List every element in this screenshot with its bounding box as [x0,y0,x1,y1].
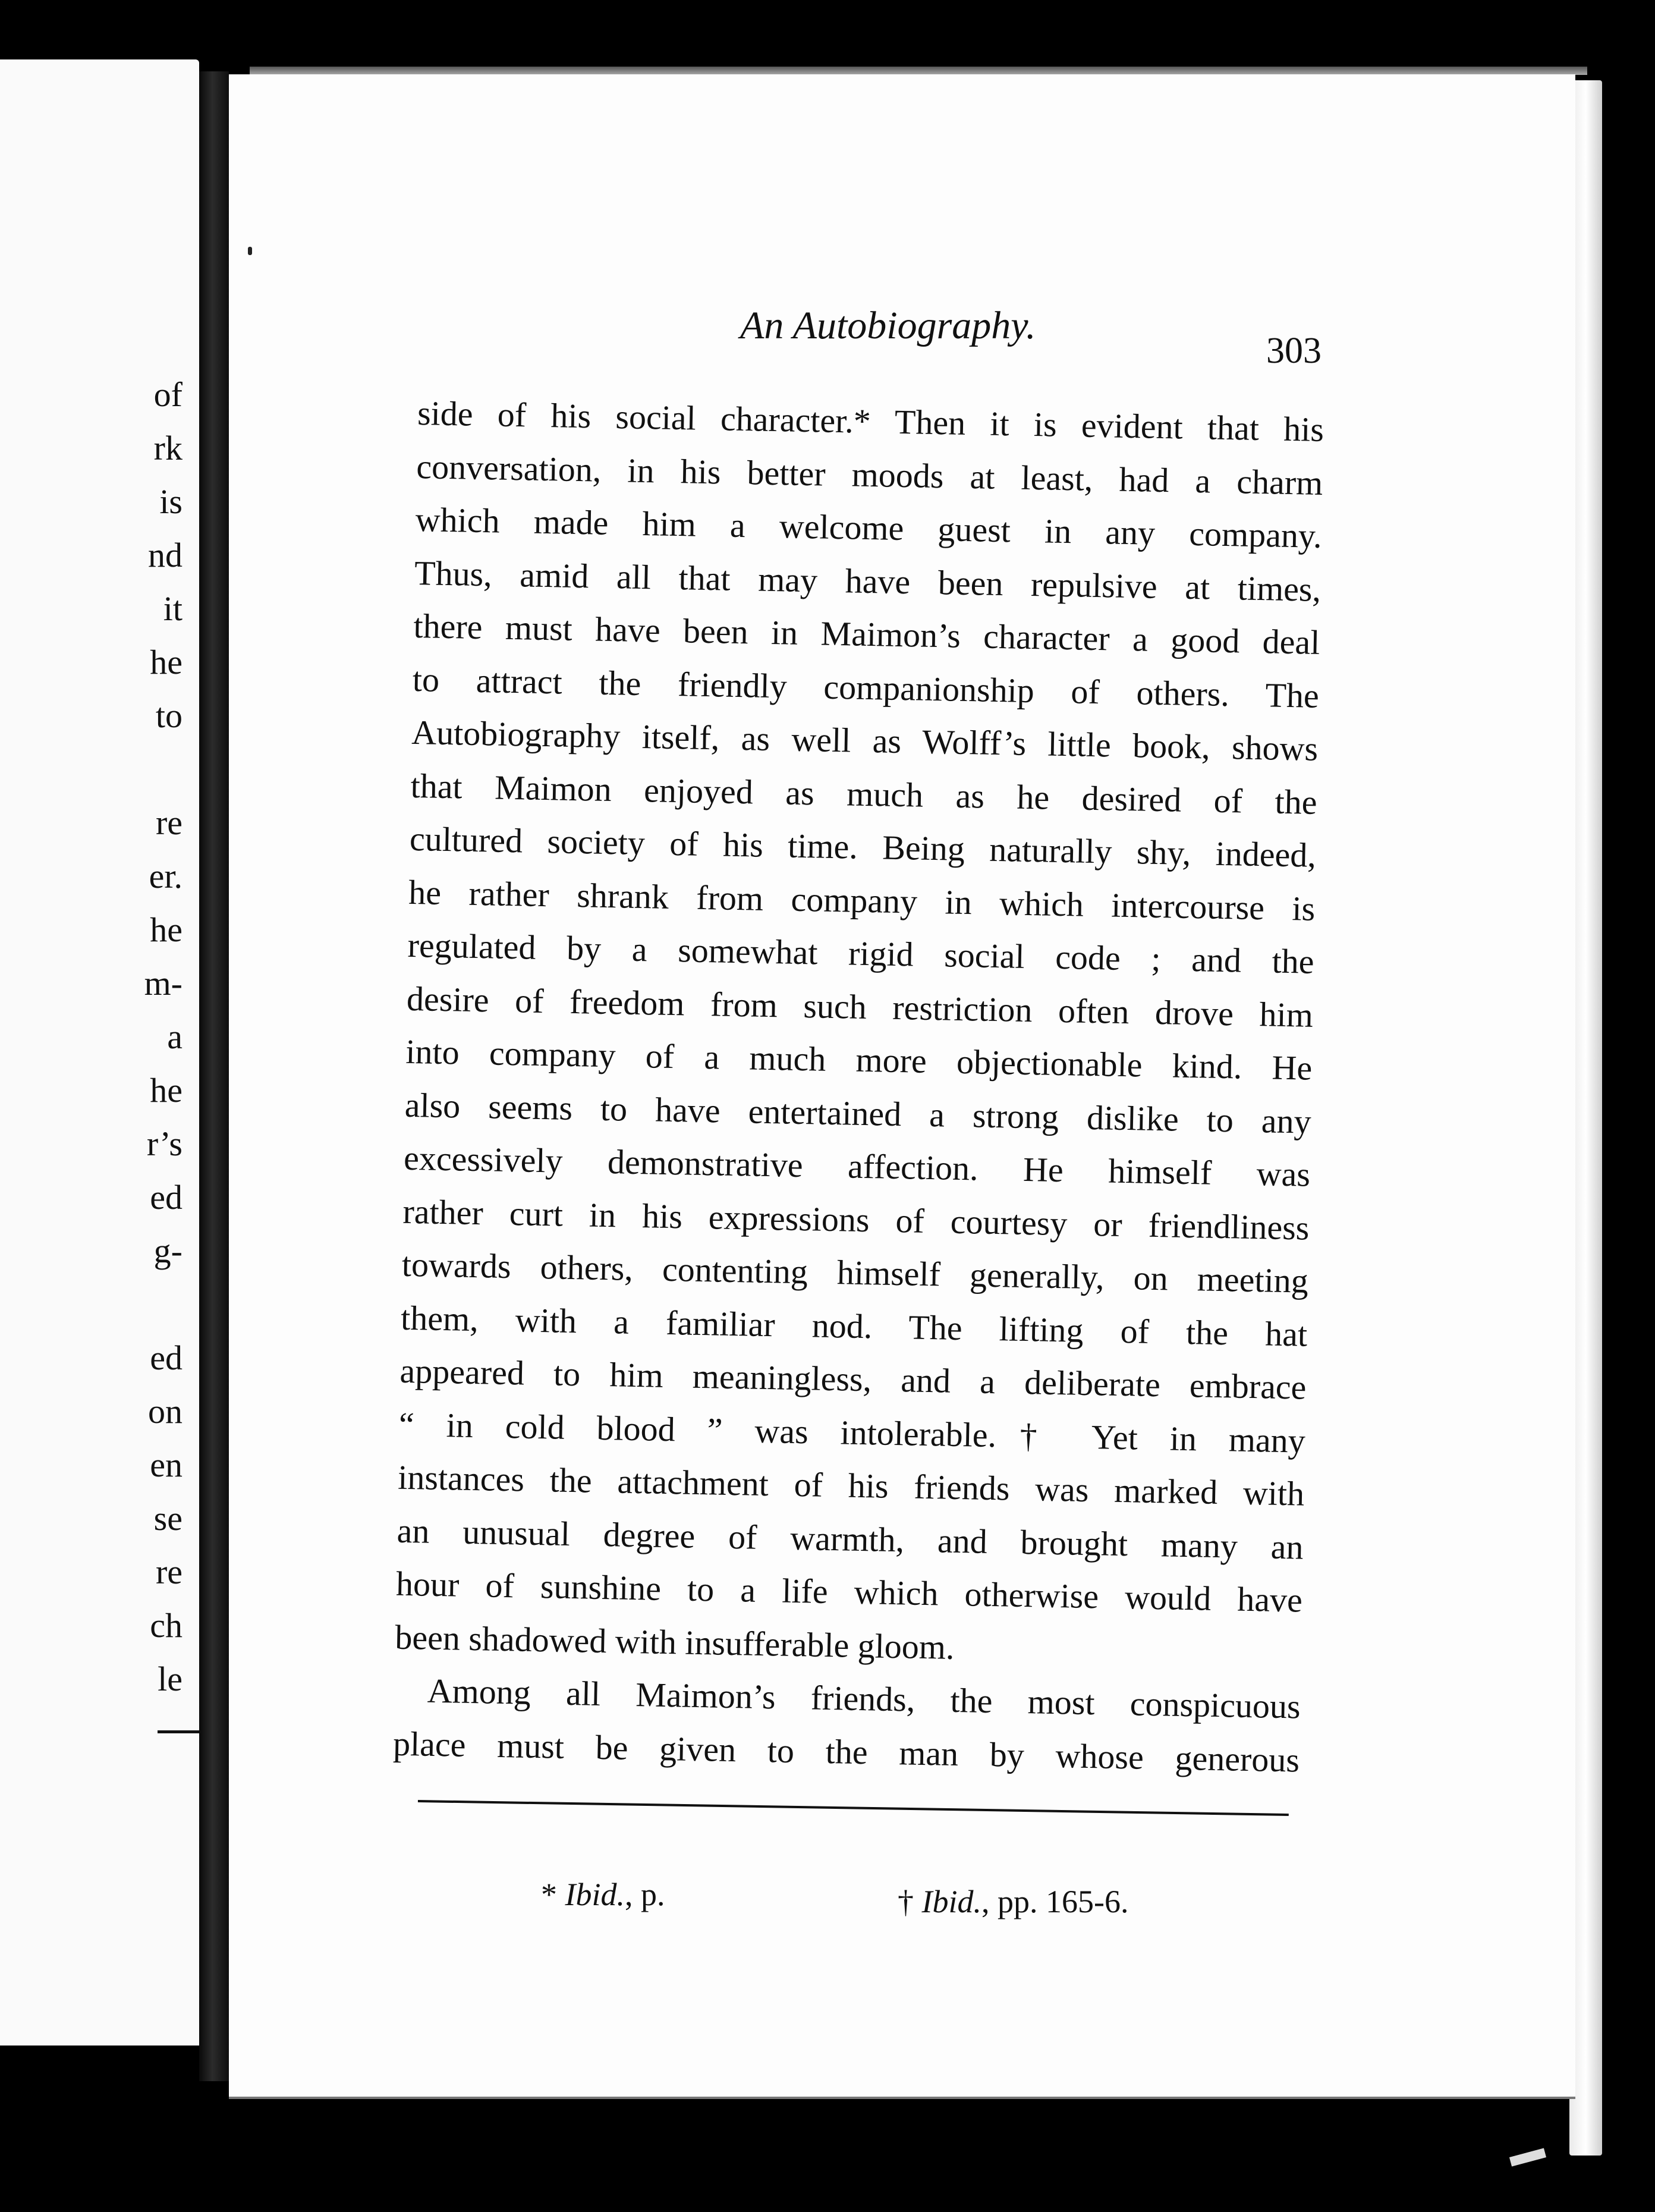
text-line: to attract the friendly companionship of others. The [412,659,1320,715]
book-page [229,74,1575,2099]
page-number: 303 [1266,331,1322,371]
text-line: there must have been in Maimon’s character a good deal [413,606,1320,662]
text-line: into company of a much more objectionable kind. He [405,1032,1313,1088]
left-fragment: g- [153,1231,183,1270]
text-line: towards others, contenting himself generally, on meeting [401,1245,1309,1300]
left-fragment: r’s [146,1124,183,1163]
left-fragment: he [150,643,183,681]
footnote-ref: Ibid. [921,1884,981,1919]
text-line: which made him a welcome guest in any company. [415,499,1323,555]
left-fragment: er. [149,857,183,896]
left-fragment: of [153,375,183,414]
text-line: he rather shrank from company in which intercourse is [408,872,1316,928]
left-fragment: en [150,1446,183,1484]
text-line: that Maimon enjoyed as much as he desired of the [410,766,1318,822]
text-line: Thus, amid all that may have been repulsive at times, [414,553,1322,609]
text-line: Autobiography itself, as well as Wolff’s little book, shows [411,712,1319,768]
text-line: Among all Maimon’s friends, the most conspicuous [427,1671,1301,1726]
footnote-rule [418,1800,1289,1816]
text-line: instances the attachment of his friends was marked with [397,1457,1305,1513]
running-head: An Autobiography. [740,304,1036,347]
left-fragment: m- [144,964,183,1003]
left-fragment: it [163,589,183,628]
text-line: place must be given to the man by whose generous [392,1724,1300,1780]
text-line: them, with a familiar nod. The lifting of the hat [400,1298,1308,1354]
left-fragment: to [155,696,183,735]
left-fragment: le [158,1660,183,1698]
text-line: side of his social character.* Then it is evident that his [417,393,1324,449]
scan-artifact [1509,2148,1546,2167]
left-fragment: rk [153,429,183,467]
footnote-ref: Ibid. [565,1877,625,1912]
ink-speck [248,247,252,255]
text-line: regulated by a somewhat rigid social code ; and the [407,925,1315,981]
text-line: an unusual degree of warmth, and brought many an [397,1511,1304,1567]
left-page-rule [158,1730,199,1733]
text-line: conversation, in his better moods at least, had a charm [416,447,1323,502]
left-fragment: re [155,1553,183,1591]
text-line: “ in cold blood ” was intolerable.† Yet in many [398,1405,1306,1460]
footnote-second [898,1883,1128,1920]
book-gutter [199,71,229,2081]
left-fragment: ed [150,1338,183,1377]
footnote-text: , pp. 165-6. [981,1884,1129,1919]
left-fragment: a [167,1017,183,1056]
footnote-first [541,1876,665,1913]
body-text [392,387,1324,1787]
left-fragment: se [153,1499,183,1538]
text-line: rather curt in his expressions of courtesy or friendliness [402,1192,1310,1248]
text-line: also seems to have entertained a strong dislike to any [404,1085,1312,1141]
left-fragment: he [150,910,183,949]
previous-page-fragment [0,59,199,2046]
left-fragment: he [150,1071,183,1110]
text-line: cultured society of his time. Being naturally shy, indeed, [409,819,1317,875]
left-fragment: ch [150,1606,183,1645]
page-top-edge [250,67,1587,75]
text-line: been shadowed with insufferable gloom. [394,1617,955,1667]
left-fragment: re [155,803,183,842]
left-fragment: nd [148,536,183,574]
footnote-mark: * [541,1877,557,1912]
footnote-mark: † [898,1884,914,1919]
text-line: desire of freedom from such restriction often drove him [406,979,1314,1035]
left-fragment: is [159,482,183,521]
left-fragment: ed [150,1178,183,1217]
text-line: appeared to him meaningless, and a deliberate embrace [399,1351,1307,1407]
footnote-text: , p. [625,1877,665,1912]
left-fragment: on [148,1392,183,1431]
text-line: hour of sunshine to a life which otherwise would have [395,1564,1303,1620]
text-line: excessively demonstrative affection. He himself was [403,1138,1311,1194]
